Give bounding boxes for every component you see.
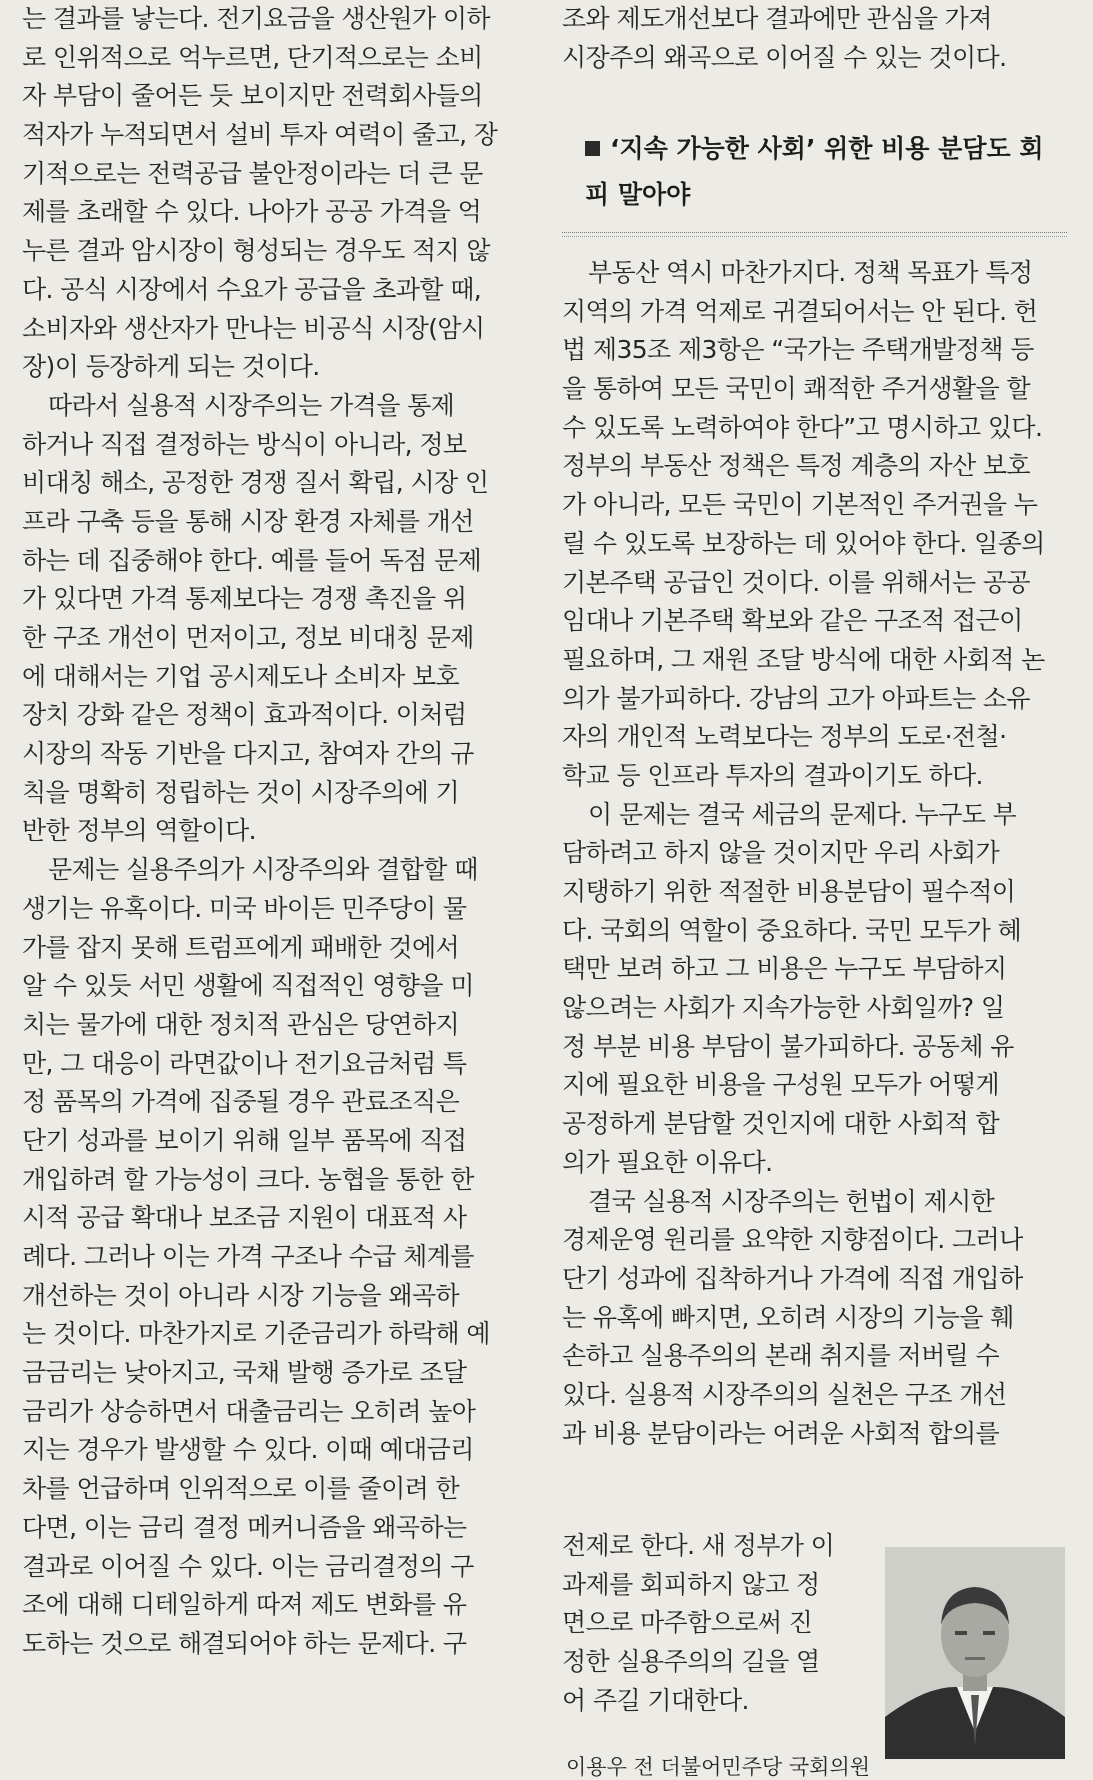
- text-line: 차를 언급하며 인위적으로 이를 줄이려 한: [22, 1474, 460, 1504]
- text-line: 정한 실용주의의 길을 열: [562, 1647, 820, 1677]
- text-line: 반한 정부의 역할이다.: [22, 816, 256, 846]
- section-heading: [585, 126, 1065, 218]
- text-line: 단기 성과에 집착하거나 가격에 직접 개입하: [562, 1263, 1023, 1293]
- text-line: 소비자와 생산자가 만나는 비공식 시장(암시: [22, 313, 485, 343]
- text-line: 치는 물가에 대한 정치적 관심은 당연하지: [22, 1009, 460, 1039]
- text-line: 학교 등 인프라 투자의 결과이기도 하다.: [562, 760, 983, 790]
- text-line: 필요하며, 그 재원 조달 방식에 대한 사회적 논: [562, 644, 1045, 674]
- text-line: 하거나 직접 결정하는 방식이 아니라, 정보: [22, 429, 467, 459]
- text-line: 릴 수 있도록 보장하는 데 있어야 한다. 일종의: [562, 528, 1045, 558]
- text-line: 한 구조 개선이 먼저이고, 정보 비대칭 문제: [22, 623, 474, 652]
- left-column: [22, 0, 522, 1664]
- text-line: 따라서 실용적 시장주의는 가격을 통제: [48, 390, 455, 420]
- text-line: 비대칭 해소, 공정한 경쟁 질서 확립, 시장 인: [22, 468, 489, 498]
- text-line: 의가 불가피하다. 강남의 고가 아파트는 소유: [562, 683, 1030, 713]
- text-line: 손하고 실용주의의 본래 취지를 저버릴 수: [562, 1341, 1000, 1371]
- text-line: 개입하려 할 가능성이 크다. 농협을 통한 한: [22, 1164, 474, 1194]
- text-line: 자 부담이 줄어든 듯 보이지만 전력회사들의: [22, 81, 483, 111]
- text-line: 가 아니라, 모든 국민이 기본적인 주거권을 누: [562, 490, 1038, 520]
- text-line: 택만 보려 하고 그 비용은 누구도 부담하지: [562, 954, 1007, 984]
- text-line: 어 주길 기대한다.: [562, 1685, 749, 1715]
- text-line: 금금리는 낮아지고, 국채 발행 증가로 조달: [22, 1358, 467, 1388]
- text-line: 공정하게 분담할 것인지에 대한 사회적 합: [562, 1109, 1000, 1139]
- text-line: 프라 구축 등을 통해 시장 환경 자체를 개선: [22, 506, 474, 536]
- text-line: 도하는 것으로 해결되어야 하는 문제다. 구: [22, 1628, 467, 1658]
- text-line: 조에 대해 디테일하게 따져 제도 변화를 유: [22, 1590, 467, 1620]
- text-line: 경제운영 원리를 요약한 지향점이다. 그러나: [562, 1225, 1023, 1255]
- text-line: 다면, 이는 금리 결정 메커니즘을 왜곡하는: [22, 1512, 467, 1542]
- text-line: 임대나 기본주택 확보와 같은 구조적 접근이: [562, 606, 1023, 636]
- text-line: 이 문제는 결국 세금의 문제다. 누구도 부: [588, 799, 1017, 829]
- text-line: 지역의 가격 억제로 귀결되어서는 안 된다. 헌: [562, 296, 1038, 326]
- text-line: 지탱하기 위한 적절한 비용분담이 필수적이: [562, 877, 1016, 906]
- text-line: 면으로 마주함으로써 진: [562, 1608, 813, 1638]
- text-line: 개선하는 것이 아니라 시장 기능을 왜곡하: [22, 1280, 460, 1310]
- text-line: 결국 실용적 시장주의는 헌법이 제시한: [588, 1186, 995, 1216]
- text-line: 장)이 등장하게 되는 것이다.: [22, 352, 320, 382]
- text-line: 정부의 부동산 정책은 특정 계층의 자산 보호: [562, 451, 1030, 481]
- text-line: 는 결과를 낳는다. 전기요금을 생산원가 이하: [22, 4, 490, 33]
- text-line: 수 있도록 노력하여야 한다”고 명시하고 있다.: [562, 412, 1043, 442]
- text-line: 가 있다면 가격 통제보다는 경쟁 촉진을 위: [22, 584, 467, 614]
- text-line: 다. 공식 시장에서 수요가 공급을 초과할 때,: [22, 274, 482, 304]
- text-line: 지는 경우가 발생할 수 있다. 이때 예대금리: [22, 1435, 474, 1465]
- text-line: 정 부분 비용 부담이 불가피하다. 공동체 유: [562, 1031, 1014, 1061]
- text-line: 결과로 이어질 수 있다. 이는 금리결정의 구: [22, 1551, 474, 1581]
- text-line: 있다. 실용적 시장주의의 실천은 구조 개선: [562, 1379, 1007, 1409]
- text-line: 시장의 작동 기반을 다지고, 참여자 간의 규: [22, 739, 474, 769]
- text-line: 정 품목의 가격에 집중될 경우 관료조직은: [22, 1087, 460, 1117]
- square-bullet-icon: [585, 141, 600, 156]
- text-line: 담하려고 하지 않을 것이지만 우리 사회가: [562, 838, 1000, 868]
- text-line: 만, 그 대응이 라면값이나 전기요금처럼 특: [22, 1048, 467, 1078]
- text-line: 장치 강화 같은 정책이 효과적이다. 이처럼: [22, 700, 467, 730]
- right-column-top: [562, 0, 1067, 77]
- text-line: 전제로 한다. 새 정부가 이: [562, 1531, 835, 1560]
- section-heading-text: ‘지속 가능한 사회’ 위한 비용 분담도 회피 말아야: [585, 134, 1044, 209]
- text-line: 례다. 그러나 이는 가격 구조나 수급 체계를: [22, 1242, 474, 1271]
- text-line: 법 제35조 제3항은 “국가는 주택개발정책 등: [562, 335, 1034, 365]
- right-column-closing: [562, 1527, 872, 1720]
- text-line: 제를 초래할 수 있다. 나아가 공공 가격을 억: [22, 197, 482, 227]
- text-line: 시적 공급 확대나 보조금 지원이 대표적 사: [22, 1203, 467, 1233]
- text-line: 가를 잡지 못해 트럼프에게 패배한 것에서: [22, 932, 460, 962]
- text-line: 부동산 역시 마찬가지다. 정책 목표가 특정: [588, 258, 1033, 287]
- text-line: 의가 필요한 이유다.: [562, 1147, 773, 1177]
- text-line: 을 통하여 모든 국민이 쾌적한 주거생활을 할: [562, 374, 1030, 404]
- text-line: 단기 성과를 보이기 위해 일부 품목에 직접: [22, 1125, 467, 1155]
- text-line: 알 수 있듯 서민 생활에 직접적인 영향을 미: [22, 971, 474, 1001]
- right-column-body: [562, 254, 1067, 1453]
- text-line: 로 인위적으로 억누르면, 단기적으로는 소비: [22, 42, 483, 72]
- text-line: 하는 데 집중해야 한다. 예를 들어 독점 문제: [22, 545, 482, 575]
- text-line: 금리가 상승하면서 대출금리는 오히려 높아: [22, 1396, 476, 1426]
- text-line: 지에 필요한 비용을 구성원 모두가 어떻게: [562, 1070, 1000, 1100]
- text-line: 않으려는 사회가 지속가능한 사회일까? 일: [562, 993, 1005, 1023]
- text-line: 는 것이다. 마찬가지로 기준금리가 하락해 예: [22, 1319, 490, 1349]
- text-line: 조와 제도개선보다 결과에만 관심을 가져: [562, 4, 992, 33]
- section-divider-secondary: [562, 236, 1067, 237]
- author-portrait-icon: [885, 1547, 1065, 1759]
- text-line: 생기는 유혹이다. 미국 바이든 민주당이 물: [22, 893, 467, 923]
- text-line: 시장주의 왜곡으로 이어질 수 있는 것이다.: [562, 42, 1007, 72]
- text-line: 과제를 회피하지 않고 정: [562, 1569, 820, 1599]
- text-line: 는 유혹에 빠지면, 오히려 시장의 기능을 훼: [562, 1302, 1014, 1332]
- text-line: 문제는 실용주의가 시장주의와 결합할 때: [48, 855, 478, 885]
- section-divider: [562, 232, 1067, 233]
- text-line: 누른 결과 암시장이 형성되는 경우도 적지 않: [22, 236, 490, 266]
- text-line: 적자가 누적되면서 설비 투자 여력이 줄고, 장: [22, 120, 498, 150]
- text-line: 에 대해서는 기업 공시제도나 소비자 보호: [22, 661, 460, 691]
- author-caption: 이용우 전 더불어민주당 국회의원: [566, 1755, 871, 1779]
- text-line: 칙을 명확히 정립하는 것이 시장주의에 기: [22, 777, 460, 807]
- author-photo: [885, 1547, 1065, 1759]
- text-line: 다. 국회의 역할이 중요하다. 국민 모두가 혜: [562, 915, 1022, 945]
- text-line: 자의 개인적 노력보다는 정부의 도로·전철·: [562, 722, 1007, 752]
- text-line: 기본주택 공급인 것이다. 이를 위해서는 공공: [562, 567, 1030, 597]
- text-line: 과 비용 분담이라는 어려운 사회적 합의를: [562, 1418, 1000, 1448]
- text-line: 기적으로는 전력공급 불안정이라는 더 큰 문: [22, 158, 483, 188]
